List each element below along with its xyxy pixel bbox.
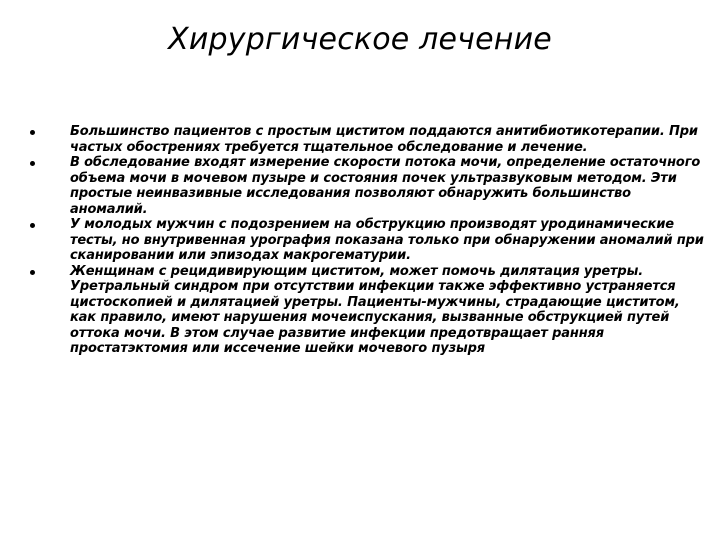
bullet-item xyxy=(30,155,710,217)
bullet-list xyxy=(30,124,710,357)
bullet-item xyxy=(30,264,710,357)
bullet-dot-icon xyxy=(30,270,35,275)
bullet-dot-icon xyxy=(30,223,35,228)
bullet-text: Большинство пациентов с простым циститом поддаются анитибиотикотерапии. При частых обострениях требуется тщательное обследование и лечение. xyxy=(70,124,698,155)
bullet-dot-icon xyxy=(30,161,35,166)
bullet-text: Женщинам с рецидивирующим циститом, может помочь дилятация уретры. Уретральный синдром при отсутствии инфекции также эффективно устраняется цистоскопией и дилятацией уретры. Пациенты-мужчины, страдающие циститом, как правило, имеют нарушения мочеиспускания, вызванные обструкцией путей оттока мочи. В этом случае развитие инфекции предотвращает ранняя простатэктомия или иссечение шейки мочевого пузыря xyxy=(70,263,680,356)
bullet-item xyxy=(30,217,710,264)
slide-title: Хирургическое лечение xyxy=(168,22,552,57)
bullet-dot-icon xyxy=(30,130,35,135)
bullet-text: В обследование входят измерение скорости потока мочи, определение остаточного объема мочи в мочевом пузыре и состояния почек ультразвуковым методом. Эти простые неинвазивные исследования позволяют обнаружить большинство аномалий. xyxy=(70,155,701,217)
bullet-text: У молодых мужчин с подозрением на обструкцию производят уродинамические тесты, но внутривенная урография показана только при обнаружении аномалий при сканировании или эпизодах макрогематурии. xyxy=(70,217,704,263)
bullet-item xyxy=(30,124,710,155)
